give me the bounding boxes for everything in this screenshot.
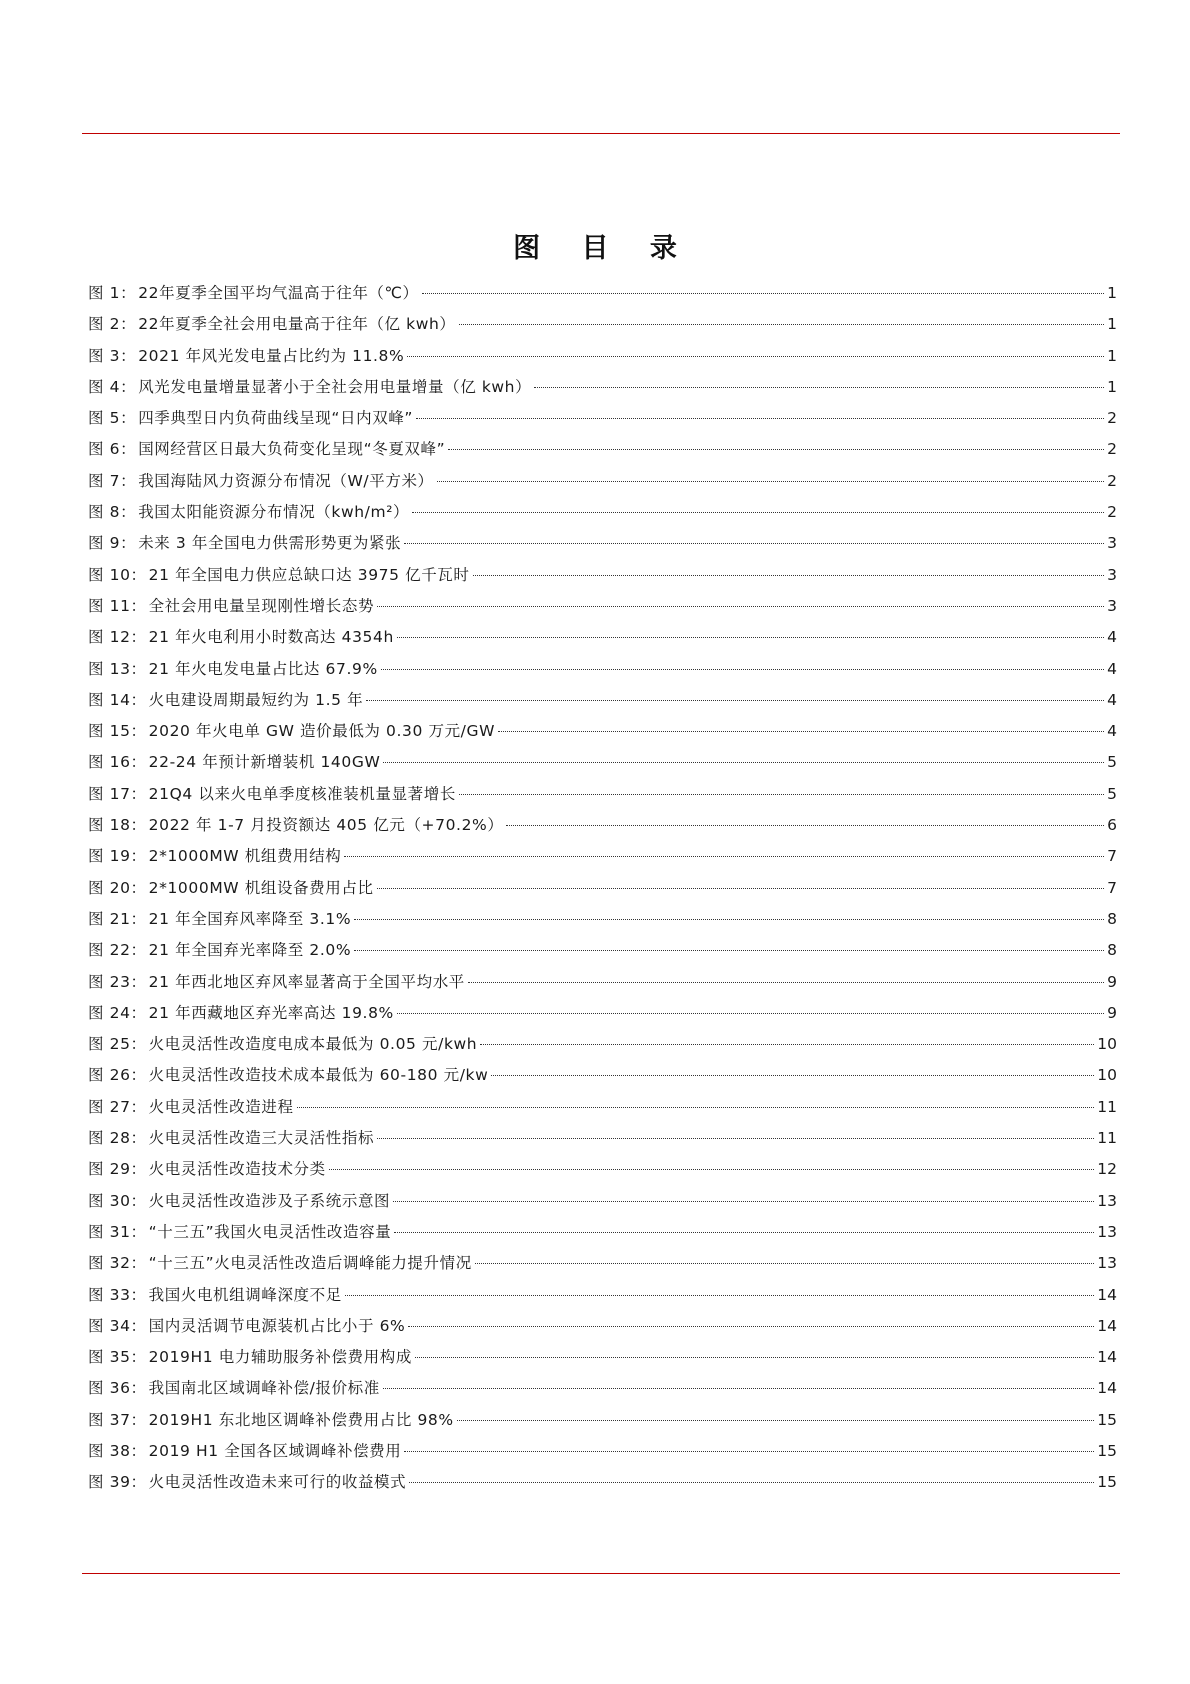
figure-caption: 2019H1 东北地区调峰补偿费用占比 98% [148,1410,454,1429]
figure-caption: 22年夏季全国平均气温高于往年（℃） [138,284,419,302]
dot-leader [383,1388,1094,1389]
figure-caption: 21 年全国弃光率降至 2.0% [148,941,352,960]
page-number: 5 [1107,753,1117,772]
toc-entry[interactable] [88,1123,1117,1154]
figure-number: 图 13： [88,659,147,678]
figure-number: 图 1： [88,284,137,302]
figure-number: 图 22： [88,941,147,960]
dot-leader [409,1482,1094,1483]
toc-entry[interactable] [88,654,1117,685]
figure-caption: 2020 年火电单 GW 造价最低为 0.30 万元/GW [148,722,496,741]
dot-leader [397,637,1104,638]
figure-number: 图 28： [88,1129,147,1148]
figure-number: 图 20： [88,878,147,897]
dot-leader [404,1451,1094,1452]
page-number: 12 [1097,1160,1117,1179]
dot-leader [381,669,1104,670]
page-number: 3 [1107,534,1117,553]
dot-leader [408,1326,1094,1327]
toc-entry[interactable] [88,1373,1117,1404]
figure-number: 图 34： [88,1316,147,1335]
toc-entry[interactable] [88,309,1117,340]
dot-leader [475,1263,1094,1264]
figure-number: 图 27： [88,1097,147,1116]
figure-caption: 国网经营区日最大负荷变化呈现“冬夏双峰” [138,440,446,459]
page-number: 13 [1097,1222,1117,1241]
toc-entry[interactable] [88,998,1117,1029]
dot-leader [437,481,1104,482]
figure-caption: 21 年全国弃风率降至 3.1% [148,909,352,928]
dot-leader [383,762,1104,763]
figure-number: 图 31： [88,1222,147,1241]
toc-entry[interactable] [88,1060,1117,1091]
dot-leader [448,449,1104,450]
figure-number: 图 6： [88,440,137,459]
figure-caption: “十三五”火电灵活性改造后调峰能力提升情况 [148,1254,472,1273]
page-number: 14 [1097,1348,1117,1367]
toc-entry[interactable] [88,1342,1117,1373]
page-number: 4 [1107,722,1117,741]
page-number: 7 [1107,878,1117,897]
figure-number: 图 3： [88,346,137,365]
figure-number: 图 19： [88,847,147,866]
dot-leader [393,1201,1094,1202]
figure-caption: 火电灵活性改造技术成本最低为 60-180 元/kw [148,1066,489,1085]
toc-entry[interactable] [88,560,1117,591]
figure-number: 图 23： [88,972,147,991]
page-number: 10 [1097,1035,1117,1054]
page-number: 11 [1097,1097,1117,1116]
page-number: 14 [1097,1316,1117,1335]
figure-number: 图 18： [88,816,147,835]
toc-entry[interactable] [88,622,1117,653]
toc-entry[interactable] [88,1280,1117,1311]
toc-entry[interactable] [88,497,1117,528]
figure-caption: 21 年西北地区弃风率显著高于全国平均水平 [148,972,465,991]
toc-entry[interactable] [88,528,1117,559]
dot-leader [377,888,1105,889]
toc-entry[interactable] [88,873,1117,904]
page-number: 4 [1107,690,1117,709]
figure-caption: 2019H1 电力辅助服务补偿费用构成 [148,1348,412,1367]
figure-caption: 火电灵活性改造进程 [148,1097,294,1116]
figure-number: 图 21： [88,909,147,928]
figure-number: 图 39： [88,1473,147,1492]
figure-caption: 火电灵活性改造涉及子系统示意图 [148,1191,391,1210]
toc-entry[interactable] [88,434,1117,465]
figure-number: 图 36： [88,1379,147,1398]
dot-leader [412,512,1104,513]
dot-leader [459,324,1105,325]
page-number: 9 [1107,1003,1117,1022]
page-number: 2 [1107,440,1117,459]
page-number: 6 [1107,816,1117,835]
figure-caption: 火电灵活性改造技术分类 [148,1160,326,1179]
toc-entry[interactable] [88,841,1117,872]
figure-number: 图 8： [88,503,137,522]
page-number: 4 [1107,659,1117,678]
figure-number: 图 17： [88,784,147,803]
toc-entry[interactable] [88,935,1117,966]
page-number: 9 [1107,972,1117,991]
page-number: 10 [1097,1066,1117,1085]
dot-leader [415,1357,1094,1358]
figure-caption: 21 年火电发电量占比达 67.9% [148,659,378,678]
figure-number: 图 16： [88,753,147,772]
toc-entry[interactable] [88,967,1117,998]
page-number: 15 [1097,1441,1117,1460]
toc-entry[interactable] [88,716,1117,747]
figure-number: 图 30： [88,1191,147,1210]
dot-leader [480,1044,1094,1045]
dot-leader [468,982,1104,983]
figure-number: 图 4： [88,377,137,396]
page-number: 13 [1097,1254,1117,1273]
figure-number: 图 7： [88,471,137,490]
page-number: 8 [1107,909,1117,928]
page-number: 5 [1107,784,1117,803]
page-number: 15 [1097,1410,1117,1429]
toc-entry[interactable] [88,1092,1117,1123]
page-number: 4 [1107,628,1117,647]
figure-caption: 火电灵活性改造度电成本最低为 0.05 元/kwh [148,1035,478,1054]
page-number: 1 [1107,284,1117,302]
toc-entry[interactable] [88,747,1117,778]
dot-leader [422,293,1104,294]
toc-entry[interactable] [88,1467,1117,1498]
toc-entry[interactable] [88,1311,1117,1342]
figure-list [88,278,1117,1499]
figure-caption: 火电灵活性改造三大灵活性指标 [148,1129,375,1148]
page-number: 15 [1097,1473,1117,1492]
page-number: 14 [1097,1379,1117,1398]
figure-caption: 我国太阳能资源分布情况（kwh/m²） [138,503,410,522]
dot-leader [377,606,1104,607]
figure-number: 图 2： [88,315,137,334]
page-number: 2 [1107,471,1117,490]
figure-caption: 2022 年 1-7 月投资额达 405 亿元（+70.2%） [148,816,504,835]
figure-number: 图 14： [88,690,147,709]
dot-leader [459,794,1104,795]
toc-entry[interactable] [88,403,1117,434]
page-title: 图 目 录 [513,233,693,265]
figure-number: 图 29： [88,1160,147,1179]
dot-leader [473,575,1105,576]
toc-entry[interactable] [88,779,1117,810]
figure-caption: 国内灵活调节电源装机占比小于 6% [148,1316,406,1335]
footer-rule [82,1573,1120,1574]
figure-caption: 我国火电机组调峰深度不足 [148,1285,342,1304]
dot-leader [329,1169,1095,1170]
dot-leader [354,950,1104,951]
dot-leader [344,856,1104,857]
figure-number: 图 9： [88,534,137,553]
figure-number: 图 37： [88,1410,147,1429]
header-rule [82,133,1120,134]
figure-caption: 风光发电量增量显著小于全社会用电量增量（亿 kwh） [138,377,532,396]
dot-leader [354,919,1104,920]
figure-caption: 22年夏季全社会用电量高于往年（亿 kwh） [138,315,456,334]
toc-entry[interactable] [88,341,1117,372]
figure-number: 图 24： [88,1003,147,1022]
toc-entry[interactable] [88,1405,1117,1436]
figure-number: 图 25： [88,1035,147,1054]
figure-number: 图 32： [88,1254,147,1273]
page-number: 13 [1097,1191,1117,1210]
page-number: 2 [1107,503,1117,522]
figure-number: 图 10： [88,565,147,584]
dot-leader [407,356,1104,357]
figure-caption: “十三五”我国火电灵活性改造容量 [148,1222,392,1241]
toc-entry[interactable] [88,685,1117,716]
dot-leader [404,543,1104,544]
figure-caption: 22-24 年预计新增装机 140GW [148,753,381,772]
toc-entry[interactable] [88,1436,1117,1467]
dot-leader [534,387,1104,388]
figure-caption: 火电灵活性改造未来可行的收益模式 [148,1473,407,1492]
dot-leader [394,1232,1094,1233]
page-number: 1 [1107,377,1117,396]
page-number: 14 [1097,1285,1117,1304]
figure-caption: 21 年全国电力供应总缺口达 3975 亿千瓦时 [148,565,470,584]
page-number: 8 [1107,941,1117,960]
dot-leader [297,1107,1095,1108]
dot-leader [498,731,1104,732]
page-number: 7 [1107,847,1117,866]
toc-entry[interactable] [88,591,1117,622]
figure-caption: 我国海陆风力资源分布情况（W/平方米） [138,471,434,490]
dot-leader [377,1138,1094,1139]
page-number: 1 [1107,315,1117,334]
figure-caption: 我国南北区域调峰补偿/报价标准 [148,1379,380,1398]
figure-caption: 21 年火电利用小时数高达 4354h [148,628,394,647]
figure-caption: 火电建设周期最短约为 1.5 年 [148,690,364,709]
figure-number: 图 15： [88,722,147,741]
figure-caption: 2019 H1 全国各区域调峰补偿费用 [148,1441,402,1460]
toc-entry[interactable] [88,1186,1117,1217]
dot-leader [416,418,1104,419]
page-number: 3 [1107,596,1117,615]
page-number: 2 [1107,409,1117,428]
dot-leader [397,1013,1104,1014]
figure-caption: 2021 年风光发电量占比约为 11.8% [138,346,405,365]
figure-caption: 21 年西藏地区弃光率高达 19.8% [148,1003,394,1022]
toc-entry[interactable] [88,1217,1117,1248]
page-number: 11 [1097,1129,1117,1148]
figure-caption: 全社会用电量呈现刚性增长态势 [148,596,375,615]
figure-number: 图 26： [88,1066,147,1085]
toc-entry[interactable] [88,1029,1117,1060]
figure-caption: 未来 3 年全国电力供需形势更为紧张 [138,534,402,553]
figure-number: 图 35： [88,1348,147,1367]
toc-entry[interactable] [88,466,1117,497]
dot-leader [491,1075,1094,1076]
dot-leader [506,825,1104,826]
toc-entry[interactable] [88,904,1117,935]
toc-entry[interactable] [88,1248,1117,1279]
page-number: 1 [1107,346,1117,365]
figure-number: 图 38： [88,1441,147,1460]
toc-entry[interactable] [88,278,1117,309]
figure-caption: 2*1000MW 机组费用结构 [148,847,342,866]
dot-leader [457,1420,1095,1421]
dot-leader [366,700,1104,701]
figure-number: 图 11： [88,596,147,615]
figure-caption: 2*1000MW 机组设备费用占比 [148,878,374,897]
toc-entry[interactable] [88,810,1117,841]
figure-caption: 四季典型日内负荷曲线呈现“日内双峰” [138,409,414,428]
dot-leader [345,1295,1094,1296]
figure-number: 图 33： [88,1285,147,1304]
page-number: 3 [1107,565,1117,584]
figure-number: 图 12： [88,628,147,647]
toc-entry[interactable] [88,372,1117,403]
figure-number: 图 5： [88,409,137,428]
figure-caption: 21Q4 以来火电单季度核准装机量显著增长 [148,784,456,803]
toc-entry[interactable] [88,1154,1117,1185]
